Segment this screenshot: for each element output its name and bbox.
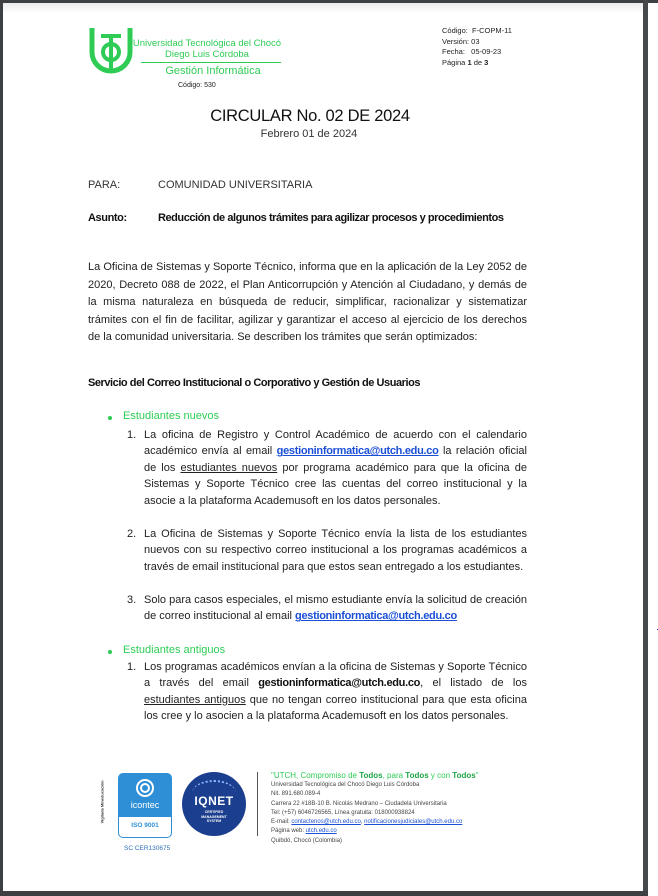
slogan-part: " xyxy=(475,771,479,780)
slogan-bold: Todos xyxy=(405,771,429,780)
intro-paragraph: La Oficina de Sistemas y Soporte Técnico, informa que en la aplicación de la Ley 2052 de 2020, Decreto 088 de 2022, el Plan Anticorrupción y Atención al Ciudadano, y demás de la misma naturaleza en búsqueda de reducir, simplificar, racionalizar y sistematizar trámites con el fin de facilitar, agilizar y garantizar el acceso al ejercicio de los derechos de la comunidad universitaria. Se describen los trámites que serán optimizados: xyxy=(88,261,527,344)
university-name-line1: Universidad Tecnológica del Chocó xyxy=(132,38,282,49)
footer-nit: Nit. 891.680.089-4 xyxy=(271,791,321,798)
asunto-label: Asunto: xyxy=(88,212,127,224)
website-link[interactable]: utch.edu.co xyxy=(305,828,337,835)
email-label: E-mail: xyxy=(271,819,292,826)
footer-slogan xyxy=(271,771,479,780)
page-top-shadow xyxy=(3,3,643,13)
circular-date: Febrero 01 de 2024 xyxy=(260,128,358,140)
item-number: 1. xyxy=(127,429,137,441)
icontec-name: icontec xyxy=(130,800,160,810)
contact-email-link[interactable]: contactenos@utch.edu.co xyxy=(291,819,361,826)
item-number: 3. xyxy=(127,594,137,606)
email-text: gestioninformatica@utch.edu.co xyxy=(258,677,421,690)
meta-codigo: Código: F-COPM-11 xyxy=(442,26,512,35)
university-name xyxy=(131,38,283,60)
list-item xyxy=(127,526,527,575)
iqnet-sub1: CERTIFIED xyxy=(204,810,224,814)
footer-tel: Tel: (+57) 6046726565, Línea gratuita: 018000938824 xyxy=(271,809,415,816)
pagina-prefix: Página xyxy=(442,57,468,67)
slogan-part: "UTCH, Compromiso de xyxy=(271,771,360,780)
viewer-frame-bottom xyxy=(0,891,648,896)
header-divider xyxy=(141,62,281,63)
item-number: 2. xyxy=(127,528,137,540)
iqnet-sub3: SYSTEM xyxy=(206,819,222,823)
footer-web xyxy=(271,827,462,836)
judicial-email-link[interactable]: notificacionesjudiciales@utch.edu.co xyxy=(364,819,463,826)
item-text: La oficina de Registro y Control Académico de acuerdo con el calendario académico envía al email xyxy=(144,429,527,458)
nuevos-heading: Estudiantes nuevos xyxy=(123,410,220,422)
iqnet-name: IQNET xyxy=(194,794,234,808)
list-item xyxy=(127,592,527,625)
circular-title: CIRCULAR No. 02 DE 2024 xyxy=(210,107,410,125)
email-separator: , xyxy=(360,819,365,826)
icontec-badge-bottom xyxy=(118,817,172,838)
underlined-text: estudiantes antiguos xyxy=(144,693,246,706)
pagina-total: 3 xyxy=(484,57,489,67)
slogan-bold: Todos xyxy=(359,771,383,780)
bullet-icon xyxy=(108,416,112,420)
footer-divider xyxy=(257,772,258,836)
footer-address: Carrera 22 #18B-10 B. Nicolás Medrano – Ciudadela Universitaria xyxy=(271,800,447,807)
para-value: COMUNIDAD UNIVERSITARIA xyxy=(158,179,313,191)
icontec-iso: ISO 9001 xyxy=(131,822,159,829)
item-number: 1. xyxy=(127,661,137,673)
footer-emails xyxy=(271,818,462,827)
footer-city: Quibdó, Chocó (Colombia) xyxy=(271,837,343,844)
item-text: que no tengan correo institucional para que esta oficina los cree y lo asocien a la plataforma Academusoft en los datos personales. xyxy=(144,693,527,723)
bullet-icon xyxy=(108,650,112,654)
item-text: La Oficina de Sistemas y Soporte Técnico envía la lista de los estudiantes nuevos con su respectivo correo institucional a los programas académicos a través de email institucional para que estos sean entregado a los estudiantes. xyxy=(144,528,527,573)
icontec-badge xyxy=(118,773,172,839)
list-item xyxy=(127,659,527,725)
certificate-number: SC CER130675 xyxy=(124,845,171,852)
list-item xyxy=(127,427,527,509)
email-link[interactable]: gestioninformatica@utch.edu.co xyxy=(276,445,439,458)
web-label: Página web: xyxy=(271,828,306,835)
email-link[interactable]: gestioninformatica@utch.edu.co xyxy=(295,610,457,623)
pagina-current: 1 xyxy=(467,57,472,67)
meta-pagina xyxy=(442,58,512,69)
item-text: Solo para casos especiales, el mismo estudiante envía la solicitud de creación de correo institucional al email xyxy=(144,594,527,623)
pagina-mid: de xyxy=(471,57,485,67)
slogan-part: , para xyxy=(382,771,406,780)
footer-university: Universidad Tecnológica del Chocó Diego Luis Córdoba xyxy=(271,782,420,788)
underlined-text: estudiantes nuevos xyxy=(180,461,278,474)
university-name-line2: Diego Luis Córdoba xyxy=(165,49,249,60)
iqnet-subtitle xyxy=(182,810,246,824)
document-control-info xyxy=(442,26,512,68)
meta-fecha: Fecha: 05-09-23 xyxy=(442,47,502,56)
item-text: Los programas académicos envían a la oficina de Sistemas y Soporte Técnico a través del email xyxy=(144,661,527,690)
slogan-bold: Todos xyxy=(452,771,476,780)
footer-contact-info xyxy=(271,781,462,846)
item-text: por programa académico para que la oficina de Sistemas y Soporte Técnico cree las cuentas del correo institucional y la asocie a la plataforma Academusoft en los datos personales. xyxy=(144,461,527,507)
utch-logo-icon xyxy=(88,26,134,74)
asunto-value: Reducción de algunos trámites para agilizar procesos y procedimientos xyxy=(158,212,504,224)
slogan-part: y con xyxy=(428,771,453,780)
vigilada-label xyxy=(97,778,107,828)
item-text: , el listado de los xyxy=(420,677,527,690)
iqnet-badge xyxy=(182,772,246,836)
item-text: la relación oficial de los xyxy=(144,445,527,474)
department-name: Gestión Informática xyxy=(165,65,261,77)
para-label: PARA: xyxy=(88,179,121,191)
iqnet-sub2: MANAGEMENT xyxy=(201,814,227,819)
meta-version: Versión: 03 xyxy=(442,36,480,46)
vigilada-text: Vigilada Mineducación xyxy=(99,780,105,824)
icontec-logo-inner-icon xyxy=(140,783,150,793)
section-title: Servicio del Correo Institucional o Corporativo y Gestión de Usuarios xyxy=(88,377,421,389)
icontec-badge-top xyxy=(118,773,172,817)
antiguos-heading: Estudiantes antiguos xyxy=(123,644,226,656)
viewer-frame-right xyxy=(643,0,648,896)
department-code: Código: 530 xyxy=(178,82,216,89)
